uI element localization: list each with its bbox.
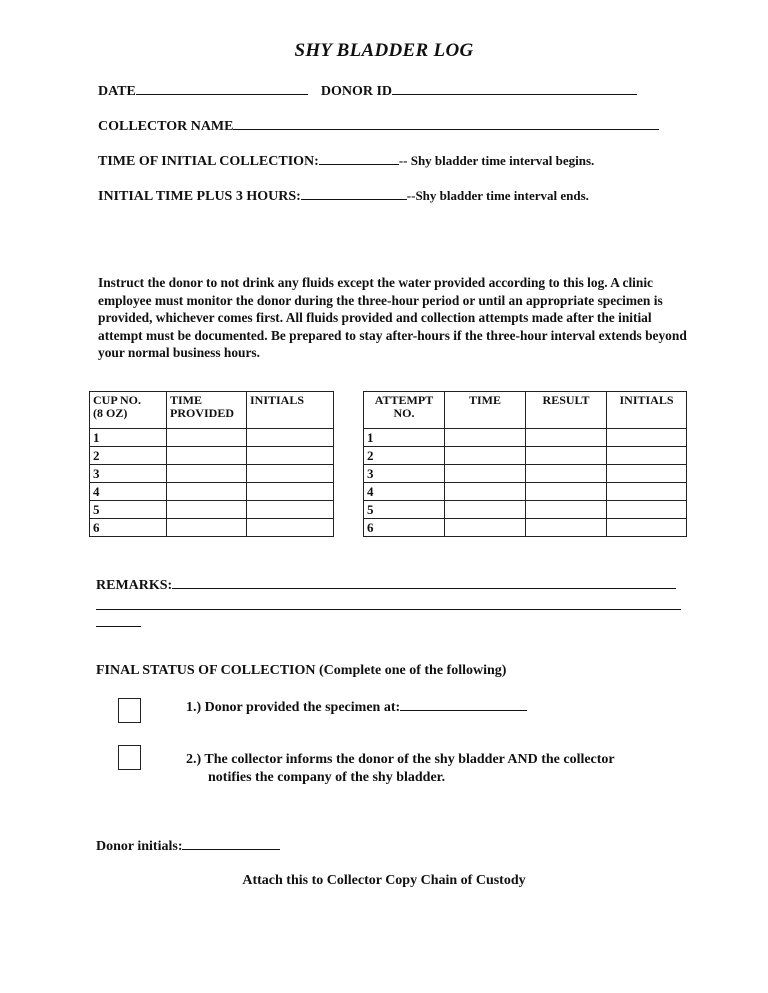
attempt-result-cell[interactable] bbox=[526, 447, 607, 465]
remarks-field-line-1[interactable] bbox=[172, 576, 676, 589]
date-donor-row bbox=[98, 82, 637, 100]
option1-checkbox[interactable] bbox=[118, 698, 141, 723]
cup-initials-cell[interactable] bbox=[247, 519, 334, 537]
attempt-number: 6 bbox=[364, 519, 445, 537]
cup-initials-cell[interactable] bbox=[247, 465, 334, 483]
donor-id-label: DONOR ID bbox=[320, 84, 393, 99]
cup-header-initials: INITIALS bbox=[247, 392, 334, 429]
initial-collection-field[interactable] bbox=[319, 152, 399, 165]
attempt-number: 3 bbox=[364, 465, 445, 483]
attempt-header-initials: INITIALS bbox=[607, 392, 687, 429]
table-row bbox=[90, 519, 334, 537]
attempt-number: 4 bbox=[364, 483, 445, 501]
attempt-time-cell[interactable] bbox=[445, 465, 526, 483]
cup-time-cell[interactable] bbox=[167, 483, 247, 501]
attempt-time-cell[interactable] bbox=[445, 519, 526, 537]
table-row bbox=[364, 501, 687, 519]
instructions-paragraph: Instruct the donor to not drink any fluids except the water provided according to this log. A clinic employee must monitor the donor during the three-hour period or until an appropriate specimen is provided, whichever comes first. All fluids provided and collection attempts made after the initial attempt must be documented. Be prepared to stay after-hours if the three-hour interval extends beyond your normal business hours. bbox=[98, 275, 687, 360]
cup-time-cell[interactable] bbox=[167, 429, 247, 447]
attempt-result-cell[interactable] bbox=[526, 465, 607, 483]
collector-row bbox=[98, 117, 659, 135]
cup-header-cup-no: CUP NO. (8 OZ) bbox=[90, 392, 167, 429]
attempt-initials-cell[interactable] bbox=[607, 465, 687, 483]
attempt-result-cell[interactable] bbox=[526, 519, 607, 537]
cup-table-header bbox=[90, 392, 334, 429]
cup-header-time: TIME PROVIDED bbox=[167, 392, 247, 429]
plus3-row bbox=[98, 187, 589, 205]
plus3-field[interactable] bbox=[301, 187, 407, 200]
attempt-initials-cell[interactable] bbox=[607, 519, 687, 537]
remarks-label: REMARKS: bbox=[96, 578, 173, 593]
table-row bbox=[364, 519, 687, 537]
initial-collection-row bbox=[98, 152, 594, 170]
cup-number: 6 bbox=[90, 519, 167, 537]
option2-checkbox[interactable] bbox=[118, 745, 141, 770]
attempt-number: 1 bbox=[364, 429, 445, 447]
attempt-initials-cell[interactable] bbox=[607, 501, 687, 519]
attempt-header-result: RESULT bbox=[526, 392, 607, 429]
table-row bbox=[90, 447, 334, 465]
table-row bbox=[364, 447, 687, 465]
footer-note: Attach this to Collector Copy Chain of Custody bbox=[242, 873, 526, 888]
plus3-label: INITIAL TIME PLUS 3 HOURS: bbox=[98, 189, 301, 204]
donor-id-field[interactable] bbox=[392, 82, 637, 95]
remarks-field-line-3[interactable] bbox=[96, 626, 141, 627]
attempt-result-cell[interactable] bbox=[526, 501, 607, 519]
cup-table bbox=[89, 391, 334, 537]
collector-name-label: COLLECTOR NAME bbox=[98, 119, 234, 134]
table-row bbox=[364, 483, 687, 501]
table-row bbox=[364, 465, 687, 483]
table-row bbox=[90, 483, 334, 501]
page-title: SHY BLADDER LOG bbox=[294, 40, 474, 61]
remarks-field-line-2[interactable] bbox=[96, 609, 681, 610]
cup-number: 4 bbox=[90, 483, 167, 501]
option2-line-2: notifies the company of the shy bladder. bbox=[208, 770, 446, 785]
attempt-result-cell[interactable] bbox=[526, 429, 607, 447]
remarks-row bbox=[96, 576, 676, 594]
initial-collection-note: -- Shy bladder time interval begins. bbox=[398, 153, 595, 168]
table-row bbox=[90, 465, 334, 483]
date-label: DATE bbox=[98, 84, 136, 99]
cup-number: 1 bbox=[90, 429, 167, 447]
donor-initials-field[interactable] bbox=[182, 837, 280, 850]
cup-time-cell[interactable] bbox=[167, 465, 247, 483]
cup-initials-cell[interactable] bbox=[247, 483, 334, 501]
cup-number: 5 bbox=[90, 501, 167, 519]
attempt-header-time: TIME bbox=[445, 392, 526, 429]
attempt-initials-cell[interactable] bbox=[607, 447, 687, 465]
table-row bbox=[364, 429, 687, 447]
cup-time-cell[interactable] bbox=[167, 447, 247, 465]
attempt-time-cell[interactable] bbox=[445, 501, 526, 519]
attempt-time-cell[interactable] bbox=[445, 483, 526, 501]
cup-time-cell[interactable] bbox=[167, 501, 247, 519]
plus3-note: --Shy bladder time interval ends. bbox=[406, 188, 589, 203]
cup-number: 3 bbox=[90, 465, 167, 483]
attempt-table bbox=[363, 391, 687, 537]
attempt-time-cell[interactable] bbox=[445, 429, 526, 447]
cup-initials-cell[interactable] bbox=[247, 429, 334, 447]
cup-time-cell[interactable] bbox=[167, 519, 247, 537]
attempt-initials-cell[interactable] bbox=[607, 429, 687, 447]
collector-name-field[interactable] bbox=[233, 117, 659, 130]
donor-initials-label: Donor initials: bbox=[96, 839, 183, 854]
cup-number: 2 bbox=[90, 447, 167, 465]
attempt-header-no: ATTEMPT NO. bbox=[364, 392, 445, 429]
attempt-result-cell[interactable] bbox=[526, 483, 607, 501]
option1-label: 1.) Donor provided the specimen at: bbox=[186, 700, 401, 715]
table-row bbox=[90, 429, 334, 447]
attempt-number: 5 bbox=[364, 501, 445, 519]
cup-initials-cell[interactable] bbox=[247, 447, 334, 465]
attempt-number: 2 bbox=[364, 447, 445, 465]
attempt-time-cell[interactable] bbox=[445, 447, 526, 465]
attempt-initials-cell[interactable] bbox=[607, 483, 687, 501]
cup-initials-cell[interactable] bbox=[247, 501, 334, 519]
attempt-table-header bbox=[364, 392, 687, 429]
donor-initials-row bbox=[96, 837, 280, 855]
table-row bbox=[90, 501, 334, 519]
specimen-time-field[interactable] bbox=[400, 698, 527, 711]
final-status-heading: FINAL STATUS OF COLLECTION (Complete one of the following) bbox=[96, 663, 507, 678]
option2-line-1: 2.) The collector informs the donor of the shy bladder AND the collector bbox=[186, 752, 615, 767]
initial-collection-label: TIME OF INITIAL COLLECTION: bbox=[98, 154, 319, 169]
date-field[interactable] bbox=[136, 82, 308, 95]
option1-row bbox=[186, 698, 527, 717]
